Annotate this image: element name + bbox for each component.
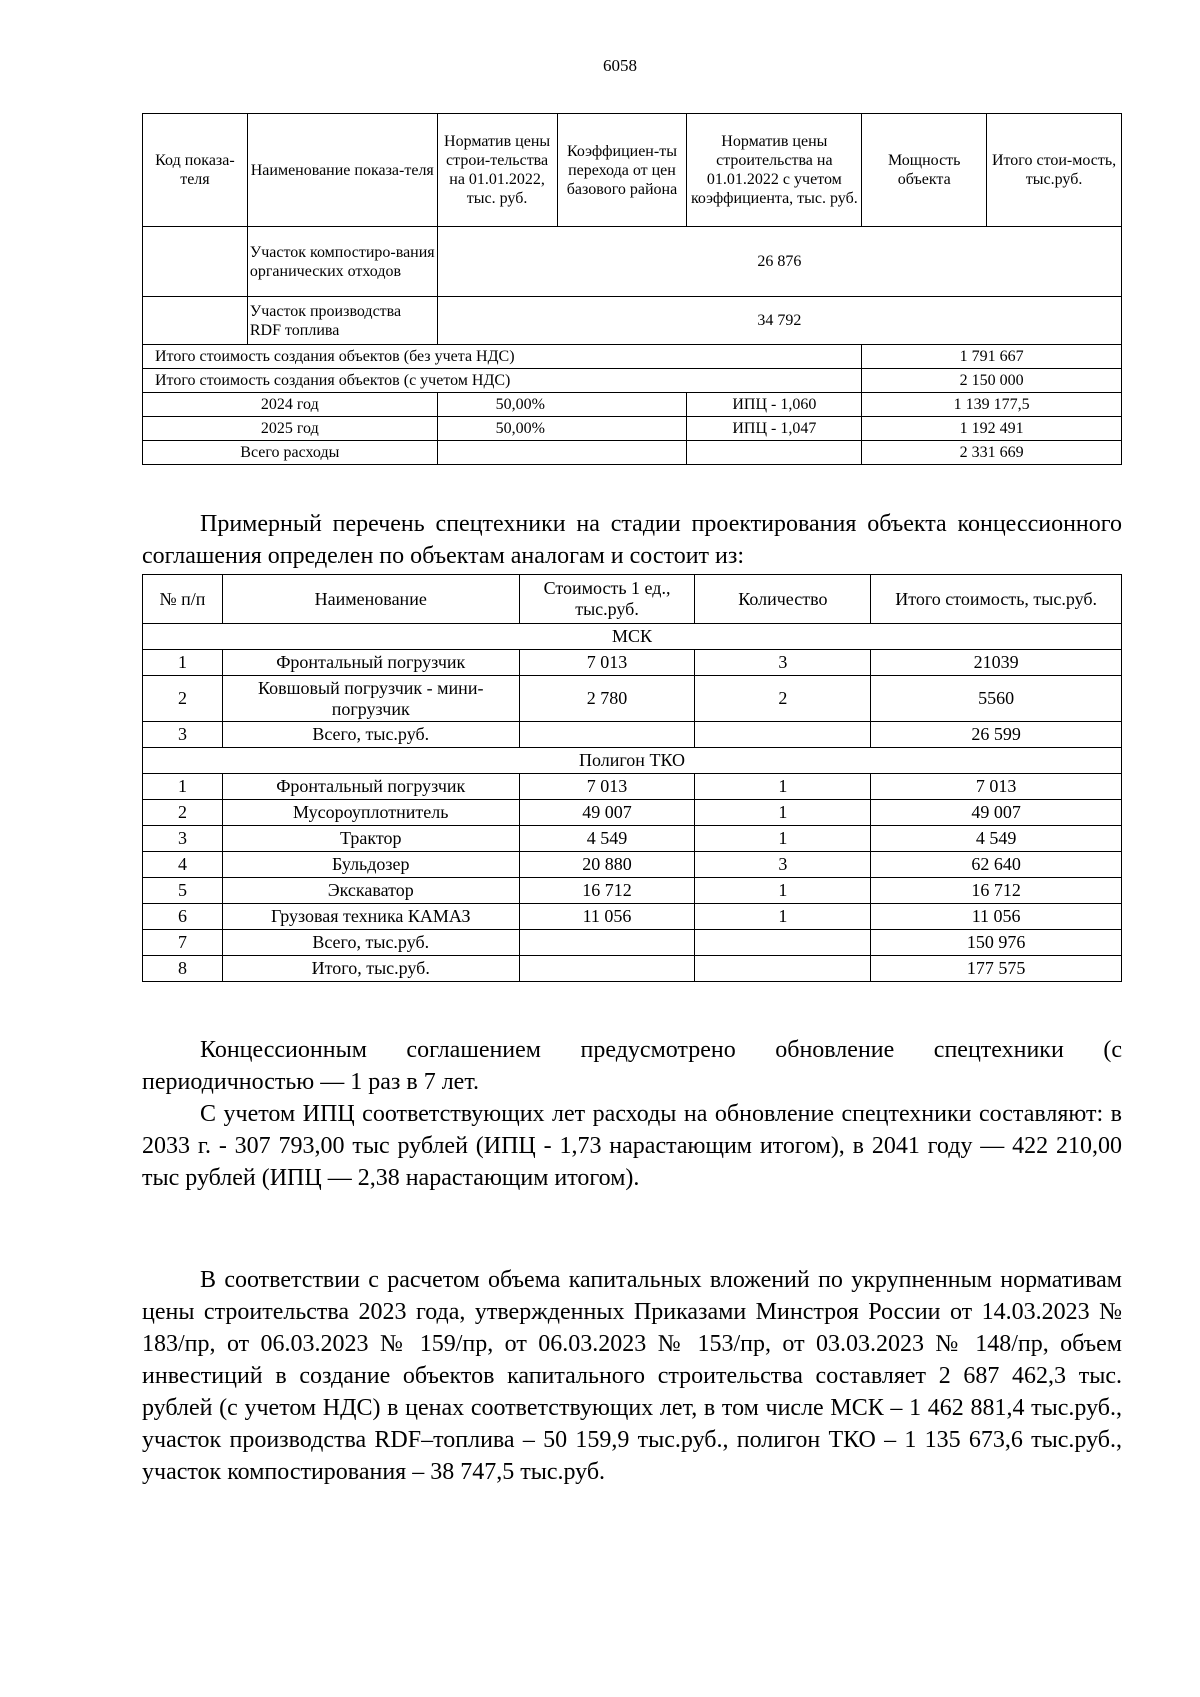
item-name-cell: Бульдозер <box>222 852 519 878</box>
header-cell: Код показа-теля <box>143 114 248 227</box>
empty-cell <box>687 441 862 465</box>
paragraph-text: С учетом ИПЦ соответствующих лет расходы на обновление спецтехники составляют: в 2033 г. - 307 793,00 тыс рублей (ИПЦ - 1,73 нарастающим итогом), в 2041 году — 422 210,00 тыс рублей (ИПЦ — 2,38 нарастающим итогом). <box>142 1101 1122 1191</box>
table-row <box>143 826 1122 852</box>
row-number-cell: 6 <box>143 904 223 930</box>
empty-cell <box>437 441 687 465</box>
year-cell: 2025 год <box>143 417 438 441</box>
unit-cost-cell: 11 056 <box>519 904 695 930</box>
unit-cost-cell: 49 007 <box>519 800 695 826</box>
table-row <box>143 297 1122 345</box>
table-row <box>143 774 1122 800</box>
quantity-cell: 1 <box>695 774 871 800</box>
row-number-cell: 8 <box>143 956 223 982</box>
item-name-cell: Всего, тыс.руб. <box>222 722 519 748</box>
section-title: МСК <box>143 624 1122 650</box>
table-row <box>143 650 1122 676</box>
item-name-cell: Грузовая техника КАМАЗ <box>222 904 519 930</box>
item-name-cell: Фронтальный погрузчик <box>222 650 519 676</box>
item-name-cell: Экскаватор <box>222 878 519 904</box>
code-cell <box>143 297 248 345</box>
row-number-cell: 7 <box>143 930 223 956</box>
total-cost-cell: 4 549 <box>871 826 1122 852</box>
total-cost-cell: 150 976 <box>871 930 1122 956</box>
paragraph-text: Концессионным соглашением предусмотрено обновление спецтехники (с периодичностью — 1 раз в 7 лет. <box>142 1037 1122 1095</box>
total-cost-cell: 5560 <box>871 676 1122 722</box>
unit-cost-cell: 2 780 <box>519 676 695 722</box>
total-label: Итого стоимость создания объектов (с учетом НДС) <box>143 369 862 393</box>
header-cell: Количество <box>695 575 871 624</box>
table-header-row <box>143 114 1122 227</box>
page-number: 6058 <box>603 56 637 75</box>
total-row <box>143 369 1122 393</box>
year-value-cell: 1 139 177,5 <box>862 393 1122 417</box>
table-row <box>143 800 1122 826</box>
table-row <box>143 904 1122 930</box>
msk-rows <box>143 650 1122 748</box>
quantity-cell: 1 <box>695 826 871 852</box>
quantity-cell: 3 <box>695 852 871 878</box>
ipc-cell: ИПЦ - 1,060 <box>687 393 862 417</box>
total-cost-cell: 62 640 <box>871 852 1122 878</box>
total-cost-cell: 11 056 <box>871 904 1122 930</box>
total-value: 2 150 000 <box>862 369 1122 393</box>
total-cost-cell: 177 575 <box>871 956 1122 982</box>
quantity-cell <box>695 930 871 956</box>
landfill-rows <box>143 774 1122 982</box>
table-header-row <box>143 575 1122 624</box>
table-row <box>143 930 1122 956</box>
total-label: Итого стоимость создания объектов (без учета НДС) <box>143 345 862 369</box>
row-number-cell: 1 <box>143 650 223 676</box>
year-cell: 2024 год <box>143 393 438 417</box>
header-cell: Мощность объекта <box>862 114 987 227</box>
header-cell: Коэффициен-ты перехода от цен базового района <box>557 114 687 227</box>
year-value-cell: 1 192 491 <box>862 417 1122 441</box>
header-cell: Стоимость 1 ед., тыс.руб. <box>519 575 695 624</box>
quantity-cell: 2 <box>695 676 871 722</box>
unit-cost-cell <box>519 930 695 956</box>
share-cell: 50,00% <box>437 393 687 417</box>
item-value-cell: 34 792 <box>437 297 1121 345</box>
table-row <box>143 676 1122 722</box>
item-name-cell: Участок производства RDF топлива <box>247 297 437 345</box>
header-cell: Наименование показа-теля <box>247 114 437 227</box>
paragraph <box>142 1098 1122 1194</box>
table-row <box>143 878 1122 904</box>
total-cost-cell: 26 599 <box>871 722 1122 748</box>
unit-cost-cell <box>519 956 695 982</box>
grand-total-value: 2 331 669 <box>862 441 1122 465</box>
header-cell: № п/п <box>143 575 223 624</box>
item-name-cell: Участок компостиро-вания органических отходов <box>247 227 437 297</box>
code-cell <box>143 227 248 297</box>
intro-paragraph <box>142 508 1122 572</box>
item-name-cell: Трактор <box>222 826 519 852</box>
paragraph-text: В соответствии с расчетом объема капитальных вложений по укрупненным нормативам цены строительства 2023 года, утвержденных Приказами Минстроя России от 14.03.2023 № 183/пр, от 06.03.2023 № 159/пр, от 06.03.2023 № 153/пр, от 03.03.2023 № 148/пр, объем инвестиций в создание объектов капитального строительства составляет 2 687 462,3 тыс. рублей (с учетом НДС) в ценах соответствующих лет, в том числе МСК – 1 462 881,4 тыс.руб., участок производства RDF–топлива – 50 159,9 тыс.руб., полигон ТКО – 1 135 673,6 тыс.руб., участок компостирования – 38 747,5 тыс.руб. <box>142 1267 1122 1485</box>
header-cell: Наименование <box>222 575 519 624</box>
unit-cost-cell: 16 712 <box>519 878 695 904</box>
share-cell: 50,00% <box>437 417 687 441</box>
row-number-cell: 4 <box>143 852 223 878</box>
paragraph <box>142 1264 1122 1488</box>
item-name-cell: Итого, тыс.руб. <box>222 956 519 982</box>
table-row <box>143 227 1122 297</box>
item-value-cell: 26 876 <box>437 227 1121 297</box>
header-cell: Норматив цены строи-тельства на 01.01.2022, тыс. руб. <box>437 114 557 227</box>
item-name-cell: Мусороуплотнитель <box>222 800 519 826</box>
equipment-table <box>142 574 1122 982</box>
section-row <box>143 624 1122 650</box>
table-row <box>143 722 1122 748</box>
total-cost-cell: 16 712 <box>871 878 1122 904</box>
year-row <box>143 393 1122 417</box>
unit-cost-cell: 7 013 <box>519 774 695 800</box>
quantity-cell: 1 <box>695 904 871 930</box>
total-cost-cell: 49 007 <box>871 800 1122 826</box>
year-row <box>143 417 1122 441</box>
unit-cost-cell: 4 549 <box>519 826 695 852</box>
row-number-cell: 3 <box>143 826 223 852</box>
quantity-cell: 3 <box>695 650 871 676</box>
item-name-cell: Фронтальный погрузчик <box>222 774 519 800</box>
section-row <box>143 748 1122 774</box>
quantity-cell: 1 <box>695 878 871 904</box>
quantity-cell <box>695 722 871 748</box>
intro-text: Примерный перечень спецтехники на стадии проектирования объекта концессионного соглашения определен по объектам аналогам и состоит из: <box>142 511 1122 569</box>
ipc-cell: ИПЦ - 1,047 <box>687 417 862 441</box>
grand-total-label: Всего расходы <box>143 441 438 465</box>
total-value: 1 791 667 <box>862 345 1122 369</box>
paragraph <box>142 1034 1122 1098</box>
item-name-cell: Всего, тыс.руб. <box>222 930 519 956</box>
item-name-cell: Ковшовый погрузчик - мини-погрузчик <box>222 676 519 722</box>
header-cell: Норматив цены строительства на 01.01.2022 с учетом коэффициента, тыс. руб. <box>687 114 862 227</box>
quantity-cell <box>695 956 871 982</box>
table-row <box>143 956 1122 982</box>
row-number-cell: 3 <box>143 722 223 748</box>
unit-cost-cell: 20 880 <box>519 852 695 878</box>
row-number-cell: 2 <box>143 676 223 722</box>
construction-cost-table <box>142 113 1122 465</box>
unit-cost-cell <box>519 722 695 748</box>
header-cell: Итого стоимость, тыс.руб. <box>871 575 1122 624</box>
section-title: Полигон ТКО <box>143 748 1122 774</box>
row-number-cell: 2 <box>143 800 223 826</box>
unit-cost-cell: 7 013 <box>519 650 695 676</box>
quantity-cell: 1 <box>695 800 871 826</box>
table-row <box>143 852 1122 878</box>
total-row <box>143 345 1122 369</box>
total-cost-cell: 7 013 <box>871 774 1122 800</box>
row-number-cell: 5 <box>143 878 223 904</box>
total-cost-cell: 21039 <box>871 650 1122 676</box>
row-number-cell: 1 <box>143 774 223 800</box>
header-cell: Итого стои-мость, тыс.руб. <box>987 114 1122 227</box>
grand-total-row <box>143 441 1122 465</box>
